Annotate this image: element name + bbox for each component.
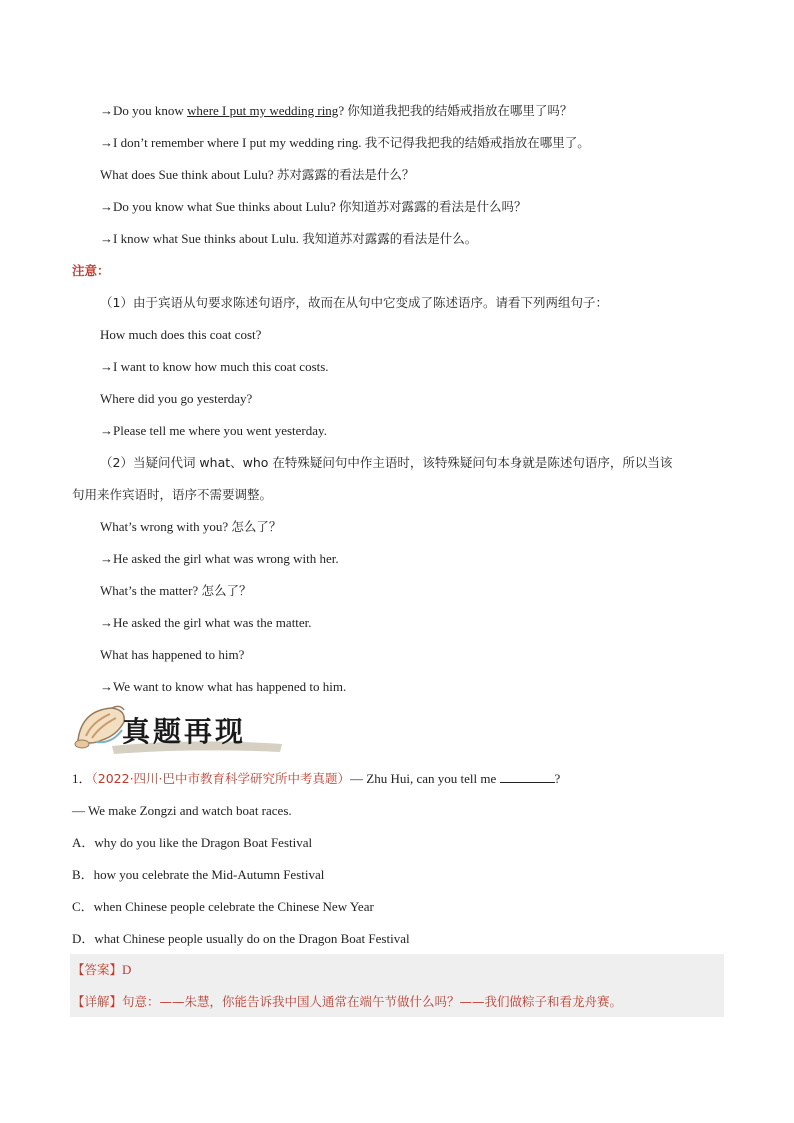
note-point-2-cont: 句用来作宾语时，语序不需要调整。 bbox=[72, 487, 273, 502]
question-reply: — We make Zongzi and watch boat races. bbox=[72, 803, 292, 818]
example-line-2: →I don’t remember where I put my wedding ring. 我不记得我把我的结婚戒指放在哪里了。 bbox=[100, 135, 590, 150]
answer-blank bbox=[500, 770, 555, 783]
answer-label: 【答案】 bbox=[72, 962, 123, 977]
example-line-5: →I know what Sue thinks about Lulu. 我知道苏对露露的看法是什么。 bbox=[100, 231, 478, 246]
note-example: →We want to know what has happened to him. bbox=[100, 679, 347, 694]
option-c: C．when Chinese people celebrate the Chinese New Year bbox=[72, 899, 374, 914]
note-example: →He asked the girl what was wrong with her. bbox=[100, 551, 339, 566]
detail-text: 句意：——朱慧，你能告诉我中国人通常在端午节做什么吗？——我们做粽子和看龙舟赛。 bbox=[122, 994, 623, 1009]
option-d: D．what Chinese people usually do on the Dragon Boat Festival bbox=[72, 931, 410, 946]
question-stem: 1．（2022·四川·巴中市教育科学研究所中考真题）— Zhu Hui, can you tell me ? bbox=[72, 771, 561, 786]
note-example: What’s the matter? 怎么了？ bbox=[100, 583, 252, 598]
answer-value: D bbox=[122, 962, 132, 977]
option-b: B．how you celebrate the Mid-Autumn Festival bbox=[72, 867, 325, 882]
option-a: A．why do you like the Dragon Boat Festival bbox=[72, 835, 313, 850]
note-example: What’s wrong with you? 怎么了？ bbox=[100, 519, 282, 534]
note-example: →Please tell me where you went yesterday. bbox=[100, 423, 327, 438]
answer-line bbox=[72, 961, 131, 979]
note-example: Where did you go yesterday? bbox=[100, 391, 253, 406]
note-point-1: （1）由于宾语从句要求陈述句语序，故而在从句中它变成了陈述语序。请看下列两组句子： bbox=[100, 295, 608, 310]
note-example: →I want to know how much this coat costs. bbox=[100, 359, 329, 374]
question-source: （2022·四川·巴中市教育科学研究所中考真题） bbox=[91, 771, 351, 786]
detail-line bbox=[72, 993, 622, 1011]
note-label: 注意： bbox=[72, 263, 110, 278]
detail-label: 【详解】 bbox=[72, 994, 123, 1009]
example-line-4: →Do you know what Sue thinks about Lulu? 你知道苏对露露的看法是什么吗？ bbox=[100, 199, 527, 214]
note-example: →He asked the girl what was the matter. bbox=[100, 615, 312, 630]
underlined-clause: where I put my wedding ring bbox=[187, 103, 339, 118]
section-banner bbox=[72, 700, 287, 758]
example-line-3: What does Sue think about Lulu? 苏对露露的看法是什么？ bbox=[100, 167, 415, 182]
note-example: What has happened to him? bbox=[100, 647, 245, 662]
note-point-2: （2）当疑问代词 what、who 在特殊疑问句中作主语时，该特殊疑问句本身就是陈述句语序，所以当该 bbox=[100, 455, 673, 470]
example-line-1: →Do you know where I put my wedding ring? 你知道我把我的结婚戒指放在哪里了吗？ bbox=[100, 103, 573, 118]
note-example: How much does this coat cost? bbox=[100, 327, 262, 342]
banner-title: 真题再现 bbox=[122, 715, 247, 748]
